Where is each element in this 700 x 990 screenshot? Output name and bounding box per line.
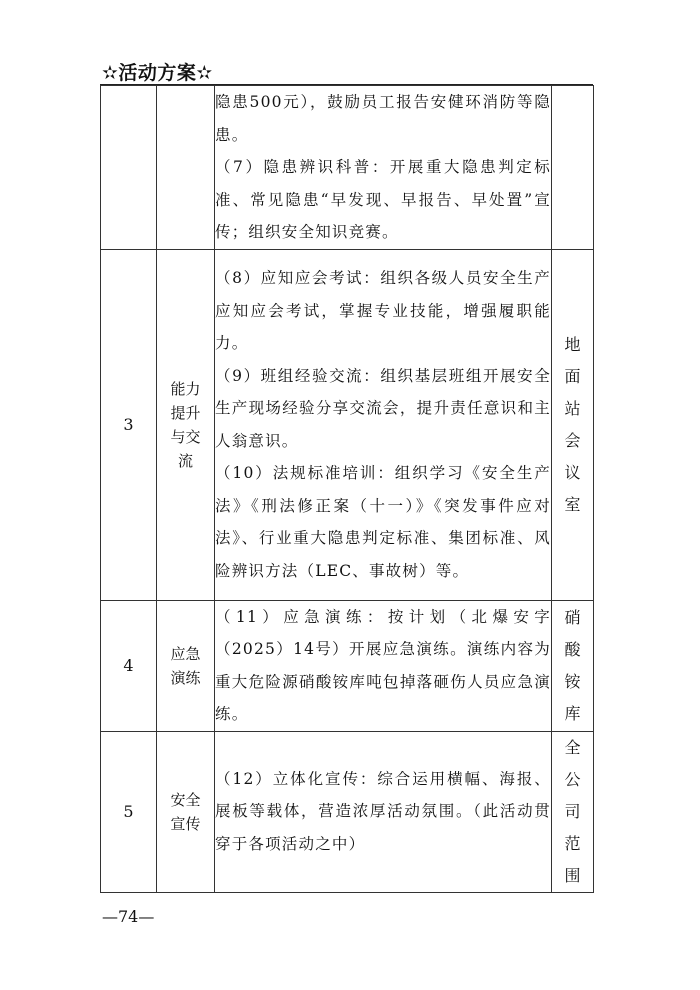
location-char: 面 (564, 366, 581, 386)
activity-content (215, 600, 552, 731)
type-text: 提升 (170, 403, 201, 422)
location-char: 范 (564, 833, 581, 853)
page-heading: ✫活动方案✫ (102, 62, 213, 84)
type-text: 与交 (170, 427, 201, 446)
location-char: 库 (564, 703, 581, 723)
type-text: 能力 (170, 379, 201, 398)
location-char: 议 (564, 462, 581, 482)
activity-type (157, 731, 215, 892)
activity-location (552, 731, 594, 892)
page-number: —74— (102, 907, 155, 926)
location-char: 司 (564, 801, 581, 821)
location-char: 站 (564, 398, 581, 418)
activity-location (552, 86, 594, 250)
row-number: 3 (101, 249, 157, 600)
content-paragraph: （11）应急演练：按计划（北爆安字（2025）14号）开展应急演练。演练内容为重大危险源硝酸铵库吨包掉落砸伤人员应急演练。 (215, 607, 551, 723)
activity-location (552, 600, 594, 731)
content-paragraph: （9）班组经验交流：组织基层班组开展安全生产现场经验分享交流会，提升责任意识和主人翁意识。 (215, 366, 551, 450)
location-char: 铵 (564, 671, 581, 691)
type-text: 宣传 (170, 814, 201, 833)
table-row (101, 600, 594, 731)
content-paragraph: （12）立体化宣传：综合运用横幅、海报、展板等载体，营造浓厚活动氛围。（此活动贯穿于各项活动之中） (215, 769, 551, 853)
activity-plan-table (100, 85, 594, 893)
row-number: 5 (101, 731, 157, 892)
location-char: 全 (564, 737, 581, 757)
table-row (101, 731, 594, 892)
type-text: 流 (177, 451, 193, 470)
content-paragraph: （8）应知应会考试：组织各级人员安全生产应知应会考试，掌握专业技能，增强履职能力。 (215, 269, 551, 352)
location-char: 地 (564, 334, 581, 354)
activity-type (157, 249, 215, 600)
activity-type (157, 600, 215, 731)
type-text: 应急 (170, 644, 201, 663)
activity-content (215, 731, 552, 892)
activity-type (157, 86, 215, 250)
activity-content (215, 249, 552, 600)
row-number (101, 86, 157, 250)
location-char: 酸 (564, 639, 581, 659)
type-text: 演练 (170, 668, 201, 687)
row-number: 4 (101, 600, 157, 731)
location-char: 公 (564, 769, 581, 789)
table-row (101, 86, 594, 250)
content-paragraph: （7）隐患辨识科普：开展重大隐患判定标准、常见隐患“早发现、早报告、早处置”宣传；组织安全知识竞赛。 (215, 158, 551, 241)
location-char: 室 (564, 494, 581, 514)
location-char: 围 (564, 865, 581, 885)
activity-content (215, 86, 552, 250)
table-row (101, 249, 594, 600)
location-char: 硝 (564, 607, 581, 627)
content-paragraph: 隐患500元），鼓励员工报告安健环消防等隐患。 (215, 93, 551, 144)
activity-location (552, 249, 594, 600)
location-char: 会 (564, 430, 581, 450)
type-text: 安全 (170, 790, 201, 809)
content-paragraph: （10）法规标准培训：组织学习《安全生产法》《刑法修正案（十一）》《突发事件应对法》、行业重大隐患判定标准、集团标准、风险辨识方法（LEC、事故树）等。 (215, 464, 551, 580)
